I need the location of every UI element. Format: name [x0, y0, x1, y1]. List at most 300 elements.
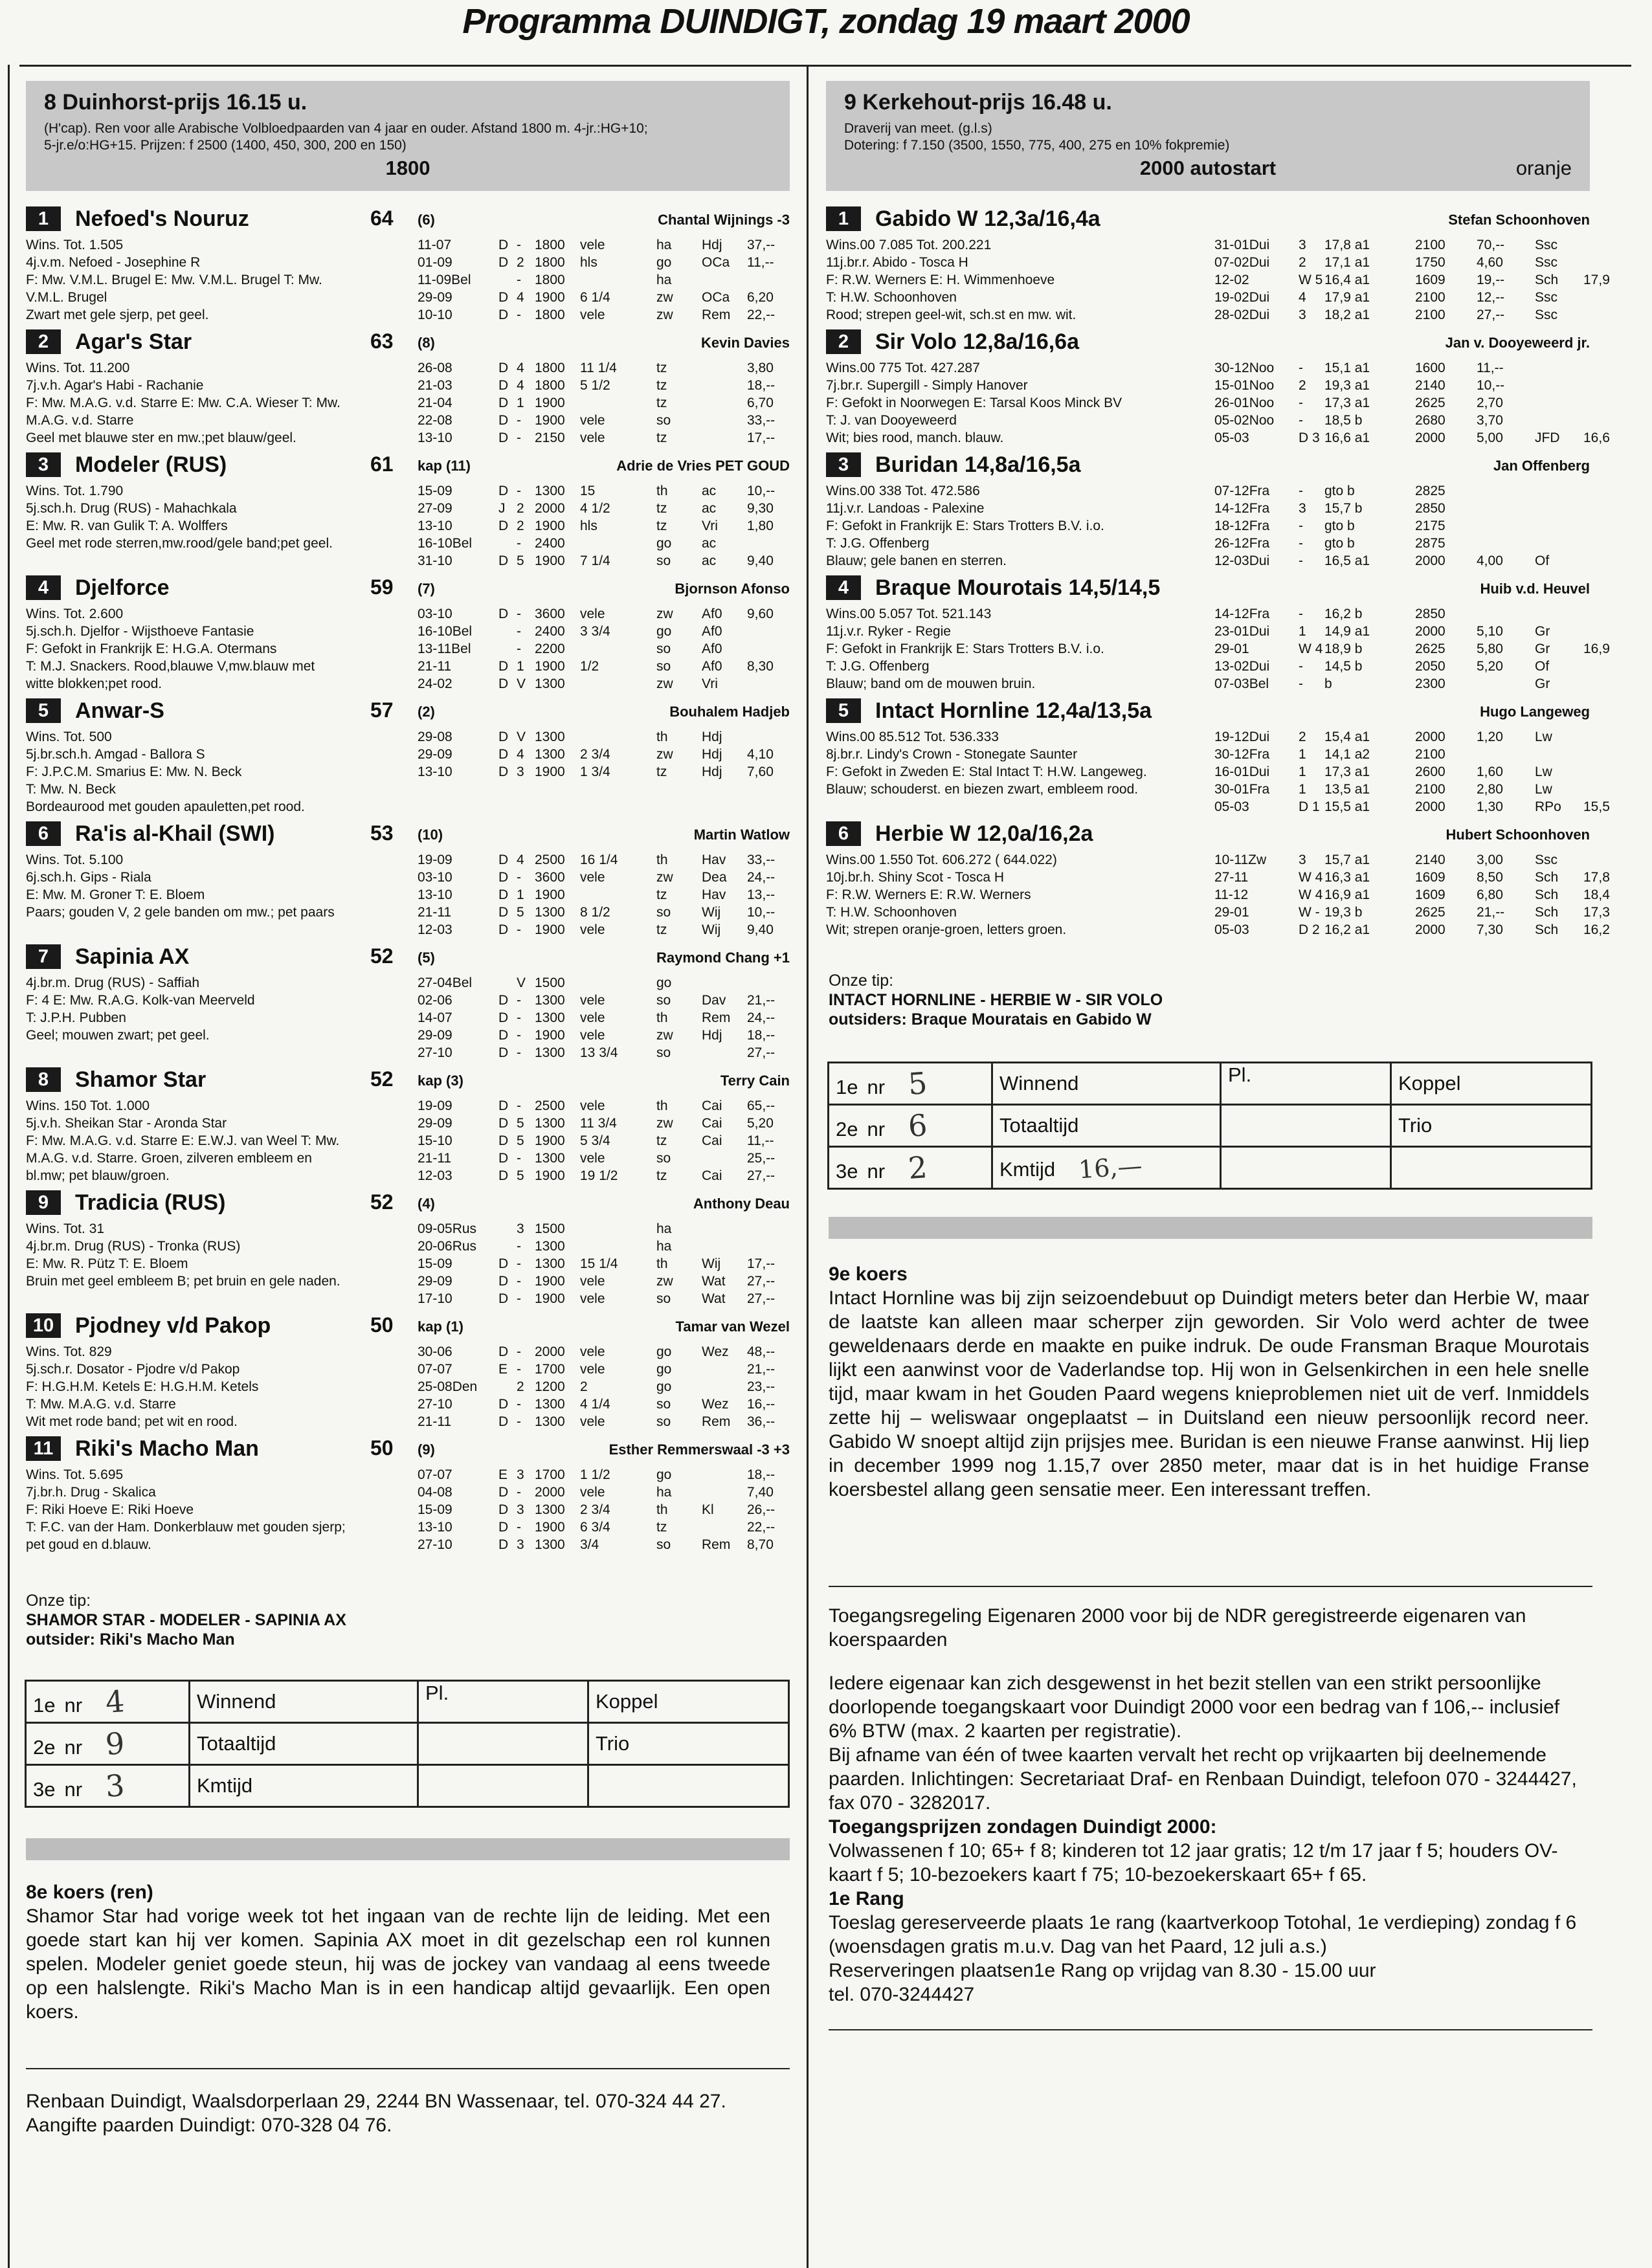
form-cell: 70,-- — [1477, 238, 1505, 252]
horse-entry — [26, 1186, 790, 1309]
form-cell: 26-08 — [418, 361, 452, 375]
form-cell: 30-12Noo — [1214, 361, 1275, 375]
form-cell — [580, 675, 656, 693]
form-cell: 3 — [517, 1502, 524, 1517]
form-cell: Hdj — [702, 764, 722, 779]
form-cell: 1300 — [535, 1502, 565, 1517]
form-cell: 2100 — [1415, 307, 1446, 322]
form-cell: 2140 — [1415, 378, 1446, 393]
form-cell: D — [498, 1274, 509, 1289]
form-cell: 1300 — [535, 1397, 565, 1412]
form-cell: 13-10 — [418, 887, 452, 902]
horse-details — [26, 1097, 414, 1184]
form-cell: D — [498, 1098, 509, 1113]
form-cell: 1900 — [535, 1274, 565, 1289]
form-cell: Wij — [702, 1256, 721, 1271]
form-cell: 17,9 a1 — [1324, 290, 1370, 305]
footer-address: Renbaan Duindigt, Waalsdorperlaan 29, 2244 BN Wassenaar, tel. 070-324 44 27. Aangifte paarden Duindigt: 070-328 04 76. — [26, 2091, 726, 2136]
form-cell: - — [517, 1256, 521, 1271]
form-cell: th — [656, 1098, 668, 1113]
form-cell — [1535, 500, 1583, 517]
horse-details — [826, 851, 1214, 939]
form-cell: 1300 — [535, 1239, 565, 1254]
detail-line: F: 4 E: Mw. R.A.G. Kolk-van Meerveld — [26, 993, 255, 1008]
horse-details — [826, 236, 1214, 324]
detail-line: F: Gefokt in Noorwegen E: Tarsal Koos Minck BV — [826, 395, 1122, 410]
form-cell: 1900 — [535, 290, 565, 305]
form-cell: 1800 — [535, 307, 565, 322]
handwritten-time: 16,— — [1077, 1151, 1143, 1184]
form-cell — [1583, 306, 1629, 324]
form-cell: ac — [702, 501, 717, 516]
form-cell: 3 — [517, 764, 524, 779]
form-cell: 2100 — [1415, 782, 1446, 797]
form-cell: 4 — [517, 852, 524, 867]
form-cell — [580, 640, 656, 658]
form-cell: Af0 — [702, 659, 722, 674]
form-cell: Dea — [702, 870, 727, 885]
form-cell: 48,-- — [747, 1344, 776, 1359]
horse-name: Braque Mourotais 14,5/14,5 — [875, 575, 1161, 600]
form-row — [418, 1361, 786, 1378]
driver-name: Huib v.d. Heuvel — [1480, 581, 1590, 597]
form-cell: vele — [580, 1098, 605, 1113]
form-cell — [1583, 500, 1629, 517]
form-cell: - — [517, 1098, 521, 1113]
form-cell: Sch — [1535, 272, 1559, 287]
form-cell: go — [656, 255, 672, 270]
form-cell: 27-11 — [1214, 870, 1249, 885]
horse-name: Intact Hornline 12,4a/13,5a — [875, 698, 1152, 723]
form-table — [418, 974, 786, 1062]
form-cell: 05-03 — [1214, 799, 1249, 814]
form-cell: tz — [656, 395, 667, 410]
race-8-result-table — [25, 1680, 790, 1808]
form-cell: 10,-- — [747, 905, 776, 920]
form-cell: 2000 — [1415, 624, 1446, 639]
form-cell: 07-02Dui — [1214, 255, 1270, 270]
form-table — [418, 1343, 786, 1430]
form-row — [1214, 623, 1629, 640]
form-cell: so — [656, 1537, 671, 1552]
form-cell: D — [498, 1010, 509, 1025]
form-cell — [1535, 535, 1583, 552]
form-cell: 19-09 — [418, 852, 452, 867]
detail-line: T: J.G. Offenberg — [826, 536, 930, 551]
form-cell: so — [656, 553, 671, 568]
detail-line: Wins.00 5.057 Tot. 521.143 — [826, 606, 992, 621]
form-cell: D 3 — [1299, 430, 1320, 445]
form-cell: 2000 — [1415, 430, 1446, 445]
form-cell: 15-09 — [418, 1256, 452, 1271]
form-cell: 01-09 — [418, 255, 452, 270]
form-cell — [1583, 728, 1629, 746]
result-extra-cell — [588, 1765, 789, 1807]
form-cell: 03-10 — [418, 606, 452, 621]
detail-line: F: Riki Hoeve E: Riki Hoeve — [26, 1502, 194, 1517]
horse-entry — [826, 449, 1590, 572]
detail-line: T: M.J. Snackers. Rood,blauwe V,mw.blauw met — [26, 659, 315, 674]
form-cell: 26,-- — [747, 1502, 776, 1517]
form-cell: 14-07 — [418, 1010, 452, 1025]
page-title: Programma DUINDIGT, zondag 19 maart 2000 — [462, 2, 1190, 41]
form-cell: 12-03 — [418, 1168, 452, 1183]
form-cell: 16,9 a1 — [1324, 887, 1370, 902]
left-border — [8, 65, 10, 2268]
form-cell: 31-10 — [418, 553, 452, 568]
form-cell: 2680 — [1415, 413, 1446, 428]
horse-rating: 61 — [370, 452, 394, 476]
detail-line: Geel met rode sterren,mw.rood/gele band;pet geel. — [26, 536, 333, 551]
form-cell: 2300 — [1415, 676, 1446, 691]
form-cell: tz — [656, 430, 667, 445]
form-row — [418, 1378, 786, 1395]
nr-label: nr — [867, 1076, 886, 1098]
form-cell: Cai — [702, 1116, 722, 1131]
form-cell: 29-01 — [1214, 905, 1249, 920]
horse-rating: 64 — [370, 206, 394, 230]
owners-info-p4: Toeslag gereserveerde plaats 1e rang (kaartverkoop Totohal, 1e verdieping) zondag f 6 (woensdagen gratis m.u.v. Dag van het Paard, 12 juli a.s.) — [829, 1912, 1577, 1957]
form-cell: ha — [656, 1485, 672, 1500]
form-cell — [1583, 623, 1629, 640]
form-cell: 30-12Fra — [1214, 747, 1270, 762]
form-cell: 23,-- — [747, 1379, 776, 1394]
detail-line: T: H.W. Schoonhoven — [826, 290, 957, 305]
form-cell: zw — [656, 606, 673, 621]
form-row — [418, 1501, 786, 1518]
jockey-name: Chantal Wijnings -3 — [658, 212, 790, 228]
form-cell: - — [517, 307, 521, 322]
form-row — [418, 1150, 786, 1167]
form-cell: 14-12Fra — [1214, 606, 1270, 621]
form-cell: D — [498, 1291, 509, 1306]
form-row — [418, 500, 786, 517]
jockey-name: Raymond Chang +1 — [656, 950, 790, 966]
form-cell — [747, 728, 786, 746]
detail-line: Zwart met gele sjerp, pet geel. — [26, 307, 209, 322]
form-cell — [702, 1044, 747, 1062]
form-cell: 22-08 — [418, 413, 452, 428]
form-cell — [702, 1361, 747, 1378]
form-cell: 1900 — [535, 764, 565, 779]
form-cell: 18,-- — [747, 1467, 776, 1482]
form-cell: 17,8 — [1583, 870, 1610, 885]
form-row — [418, 377, 786, 394]
horse-name: Buridan 14,8a/16,5a — [875, 452, 1081, 477]
form-cell: 16,3 a1 — [1324, 870, 1370, 885]
form-cell: go — [656, 975, 672, 990]
form-cell: hls — [580, 518, 597, 533]
form-cell: Lw — [1535, 782, 1552, 797]
form-cell: 14-12Fra — [1214, 501, 1270, 516]
form-cell — [498, 271, 517, 289]
result-label: Winnend — [197, 1690, 276, 1713]
form-cell: 1500 — [535, 975, 565, 990]
form-row — [418, 271, 786, 289]
form-cell: 20-06Rus — [418, 1239, 477, 1254]
detail-line: 5j.sch.r. Dosator - Pjodre v/d Pakop — [26, 1362, 240, 1377]
form-cell: 12-03Dui — [1214, 553, 1270, 568]
jockey-name: Kevin Davies — [701, 335, 790, 351]
form-cell — [1535, 746, 1583, 763]
form-cell: vele — [580, 1151, 605, 1166]
detail-line: T: J.P.H. Pubben — [26, 1010, 126, 1025]
driver-name: Jan v. Dooyeweerd jr. — [1445, 335, 1590, 351]
form-cell: 29-09 — [418, 1028, 452, 1043]
detail-line: 10j.br.h. Shiny Scot - Tosca H — [826, 870, 1005, 885]
form-row — [418, 535, 786, 552]
form-cell: 1300 — [535, 1537, 565, 1552]
detail-line: Blauw; schouderst. en biezen zwart, embleem rood. — [826, 782, 1139, 797]
nr-label: nr — [64, 1736, 83, 1759]
handwritten-number: 5 — [907, 1065, 929, 1102]
form-cell: 16-01Dui — [1214, 764, 1270, 779]
horse-number: 11 — [26, 1436, 61, 1461]
form-cell: D — [498, 1168, 509, 1183]
horse-entry — [26, 572, 790, 695]
form-cell: zw — [656, 307, 673, 322]
form-cell: 1800 — [535, 378, 565, 393]
form-cell: zw — [656, 1028, 673, 1043]
form-cell: Hav — [702, 852, 726, 867]
form-cell: Rem — [702, 307, 731, 322]
race-9-grey-bar — [829, 1217, 1592, 1239]
form-cell: 27,-- — [747, 1045, 776, 1060]
form-cell — [702, 377, 747, 394]
form-cell: tz — [656, 501, 667, 516]
form-cell: 1300 — [535, 747, 565, 762]
form-cell: 24,-- — [747, 1010, 776, 1025]
form-row — [418, 1027, 786, 1044]
form-cell — [747, 535, 786, 552]
form-cell: - — [517, 484, 521, 498]
form-cell — [702, 271, 747, 289]
form-cell: ha — [656, 272, 672, 287]
form-cell: D — [498, 361, 509, 375]
footer-rule — [26, 2068, 790, 2069]
form-cell: zw — [656, 676, 673, 691]
horse-rating: 50 — [370, 1436, 394, 1460]
form-cell: 24,-- — [747, 870, 776, 885]
horse-number: 3 — [826, 452, 861, 477]
nr-label: nr — [867, 1160, 886, 1183]
detail-line: Geel met blauwe ster en mw.;pet blauw/geel. — [26, 430, 296, 445]
detail-line: 5j.v.h. Sheikan Star - Aronda Star — [26, 1116, 227, 1131]
form-row — [418, 1273, 786, 1290]
horse-post: (9) — [418, 1441, 435, 1458]
form-cell: - — [517, 1028, 521, 1043]
race-9-tip — [829, 971, 1592, 1029]
form-cell: - — [517, 1151, 521, 1166]
form-cell: vele — [580, 238, 605, 252]
form-cell: gto b — [1324, 536, 1355, 551]
horse-name: Herbie W 12,0a/16,2a — [875, 821, 1093, 846]
form-cell: D — [498, 1397, 509, 1412]
form-cell: so — [656, 659, 671, 674]
horse-post: kap (11) — [418, 458, 471, 474]
horse-details — [26, 605, 414, 693]
driver-name: Hugo Langeweg — [1480, 704, 1590, 720]
form-cell: Dav — [702, 993, 726, 1008]
form-cell: 1/2 — [580, 659, 599, 674]
form-cell: D — [498, 852, 509, 867]
form-row — [1214, 236, 1629, 254]
form-cell — [498, 640, 517, 658]
form-cell: 5 — [517, 905, 524, 920]
form-cell: go — [656, 624, 672, 639]
form-cell: Cai — [702, 1098, 722, 1113]
detail-line: Wins. Tot. 5.695 — [26, 1467, 124, 1482]
form-cell — [1535, 377, 1583, 394]
detail-line: Wins. Tot. 31 — [26, 1221, 104, 1236]
form-cell: Lw — [1535, 729, 1552, 744]
form-cell: 19 1/2 — [580, 1168, 618, 1183]
form-cell: 12-03 — [418, 922, 452, 937]
form-cell: 09-05Rus — [418, 1221, 477, 1236]
form-cell: 17,3 a1 — [1324, 764, 1370, 779]
detail-line: E: Mw. R. van Gulik T: A. Wolffers — [26, 518, 228, 533]
horse-post: (6) — [418, 212, 435, 228]
form-cell: tz — [656, 1168, 667, 1183]
detail-line: F: Gefokt in Zweden E: Stal Intact T: H.W. Langeweg. — [826, 764, 1147, 779]
form-cell: 16,6 a1 — [1324, 430, 1370, 445]
handwritten-number: 3 — [104, 1768, 126, 1804]
form-cell: 19,3 a1 — [1324, 378, 1370, 393]
result-label-cell — [992, 1147, 1221, 1189]
form-row — [418, 1220, 786, 1238]
horse-name: Gabido W 12,3a/16,4a — [875, 206, 1100, 231]
form-cell: 1700 — [535, 1362, 565, 1377]
detail-line: M.A.G. v.d. Starre — [26, 413, 134, 428]
form-cell: 3,00 — [1477, 852, 1503, 867]
form-cell: - — [517, 1414, 521, 1429]
form-cell: 8 1/2 — [580, 905, 610, 920]
form-cell: 14,1 a2 — [1324, 747, 1370, 762]
form-cell: D — [498, 993, 509, 1008]
form-cell: 07-03Bel — [1214, 676, 1269, 691]
horse-entry — [826, 817, 1610, 940]
form-cell: 33,-- — [747, 413, 776, 428]
race-9-commentary — [829, 1262, 1589, 1502]
form-cell: D — [498, 1537, 509, 1552]
result-place — [829, 1063, 992, 1105]
form-row — [418, 1009, 786, 1027]
detail-line: T: Mw. M.A.G. v.d. Starre — [26, 1397, 176, 1412]
form-cell: 15,7 b — [1324, 501, 1363, 516]
form-cell: 6,70 — [747, 395, 774, 410]
form-cell — [580, 535, 656, 552]
horse-header — [26, 326, 790, 358]
form-cell: - — [1299, 395, 1303, 410]
form-cell — [1535, 359, 1583, 377]
form-cell: vele — [580, 993, 605, 1008]
race-9-conditions-2: Dotering: f 7.150 (3500, 1550, 775, 400, 275 en 10% fokpremie) — [844, 138, 1230, 153]
form-cell: 2 3/4 — [580, 1502, 610, 1517]
horse-entry — [26, 203, 790, 326]
form-cell: 2400 — [535, 624, 565, 639]
form-cell: D — [498, 1256, 509, 1271]
form-cell: 9,60 — [747, 606, 774, 621]
result-pl-cell — [1221, 1105, 1391, 1147]
form-cell: 17,3 — [1583, 905, 1610, 920]
form-cell: th — [656, 1010, 668, 1025]
pl-label: Pl. — [425, 1682, 449, 1704]
form-cell — [702, 1220, 747, 1238]
form-cell: 9,40 — [747, 553, 774, 568]
form-cell: 21-11 — [418, 659, 452, 674]
form-cell — [498, 535, 517, 552]
form-cell: - — [517, 1397, 521, 1412]
race-9-colour: oranje — [1515, 157, 1572, 179]
form-cell: 11,-- — [747, 255, 774, 270]
form-cell: 1600 — [1415, 361, 1446, 375]
detail-line: M.A.G. v.d. Starre. Groen, zilveren embleem en — [26, 1151, 312, 1166]
form-cell — [1477, 482, 1535, 500]
form-row — [418, 1343, 786, 1361]
result-extra-cell — [588, 1681, 789, 1723]
result-pl-cell — [418, 1765, 588, 1807]
form-cell: 15,4 a1 — [1324, 729, 1370, 744]
form-cell: D — [498, 1414, 509, 1429]
form-cell: vele — [580, 1485, 605, 1500]
form-cell — [1583, 394, 1629, 412]
horse-number: 8 — [26, 1067, 61, 1092]
horse-entry — [26, 817, 790, 940]
form-cell: 3 — [517, 1221, 524, 1236]
detail-line: Wins. Tot. 829 — [26, 1344, 112, 1359]
form-cell: go — [656, 1379, 672, 1394]
form-row — [1214, 869, 1629, 886]
horse-number: 10 — [26, 1313, 61, 1338]
form-cell — [580, 886, 656, 904]
form-cell: 1900 — [535, 1168, 565, 1183]
form-cell: D — [498, 1520, 509, 1535]
form-cell: th — [656, 729, 668, 744]
form-table — [1214, 851, 1629, 939]
form-cell: go — [656, 1467, 672, 1482]
form-cell: 2500 — [535, 852, 565, 867]
form-cell: 19-09 — [418, 1098, 452, 1113]
result-pl-cell — [1221, 1147, 1391, 1189]
owners-info-p2: Bij afname van één of twee kaarten vervalt het recht op vrijkaarten bij deelnemende paarden. Inlichtingen: Secretariaat Draf- en Renbaan Duindigt, telefoon 070 - 3244427, fax 070 - 3282017. — [829, 1744, 1577, 1814]
form-cell — [702, 359, 747, 377]
detail-line: 7j.br.h. Drug - Skalica — [26, 1485, 156, 1500]
form-cell: 8,50 — [1477, 870, 1503, 885]
form-cell: 5 — [517, 1168, 524, 1183]
form-cell — [1583, 412, 1629, 429]
form-row — [418, 1255, 786, 1273]
form-cell: 10,-- — [747, 484, 776, 498]
form-row — [418, 236, 786, 254]
horse-details — [26, 728, 414, 816]
detail-line: Wins.00 85.512 Tot. 536.333 — [826, 729, 999, 744]
form-cell: 21-04 — [418, 395, 452, 410]
horse-number: 4 — [826, 575, 861, 600]
detail-line: Bruin met geel embleem B; pet bruin en gele naden. — [26, 1274, 340, 1289]
form-cell — [1583, 517, 1629, 535]
form-cell: 15-10 — [418, 1133, 452, 1148]
place-label: 1e — [836, 1076, 858, 1098]
detail-line: Wins.00 775 Tot. 427.287 — [826, 361, 980, 375]
form-row — [1214, 482, 1629, 500]
form-row — [418, 728, 786, 746]
form-cell: D — [498, 378, 509, 393]
form-cell: 3 — [1299, 307, 1306, 322]
form-row — [418, 1115, 786, 1132]
form-cell — [1583, 781, 1629, 798]
driver-name: Stefan Schoonhoven — [1448, 212, 1590, 228]
form-cell: 28-02Dui — [1214, 307, 1270, 322]
